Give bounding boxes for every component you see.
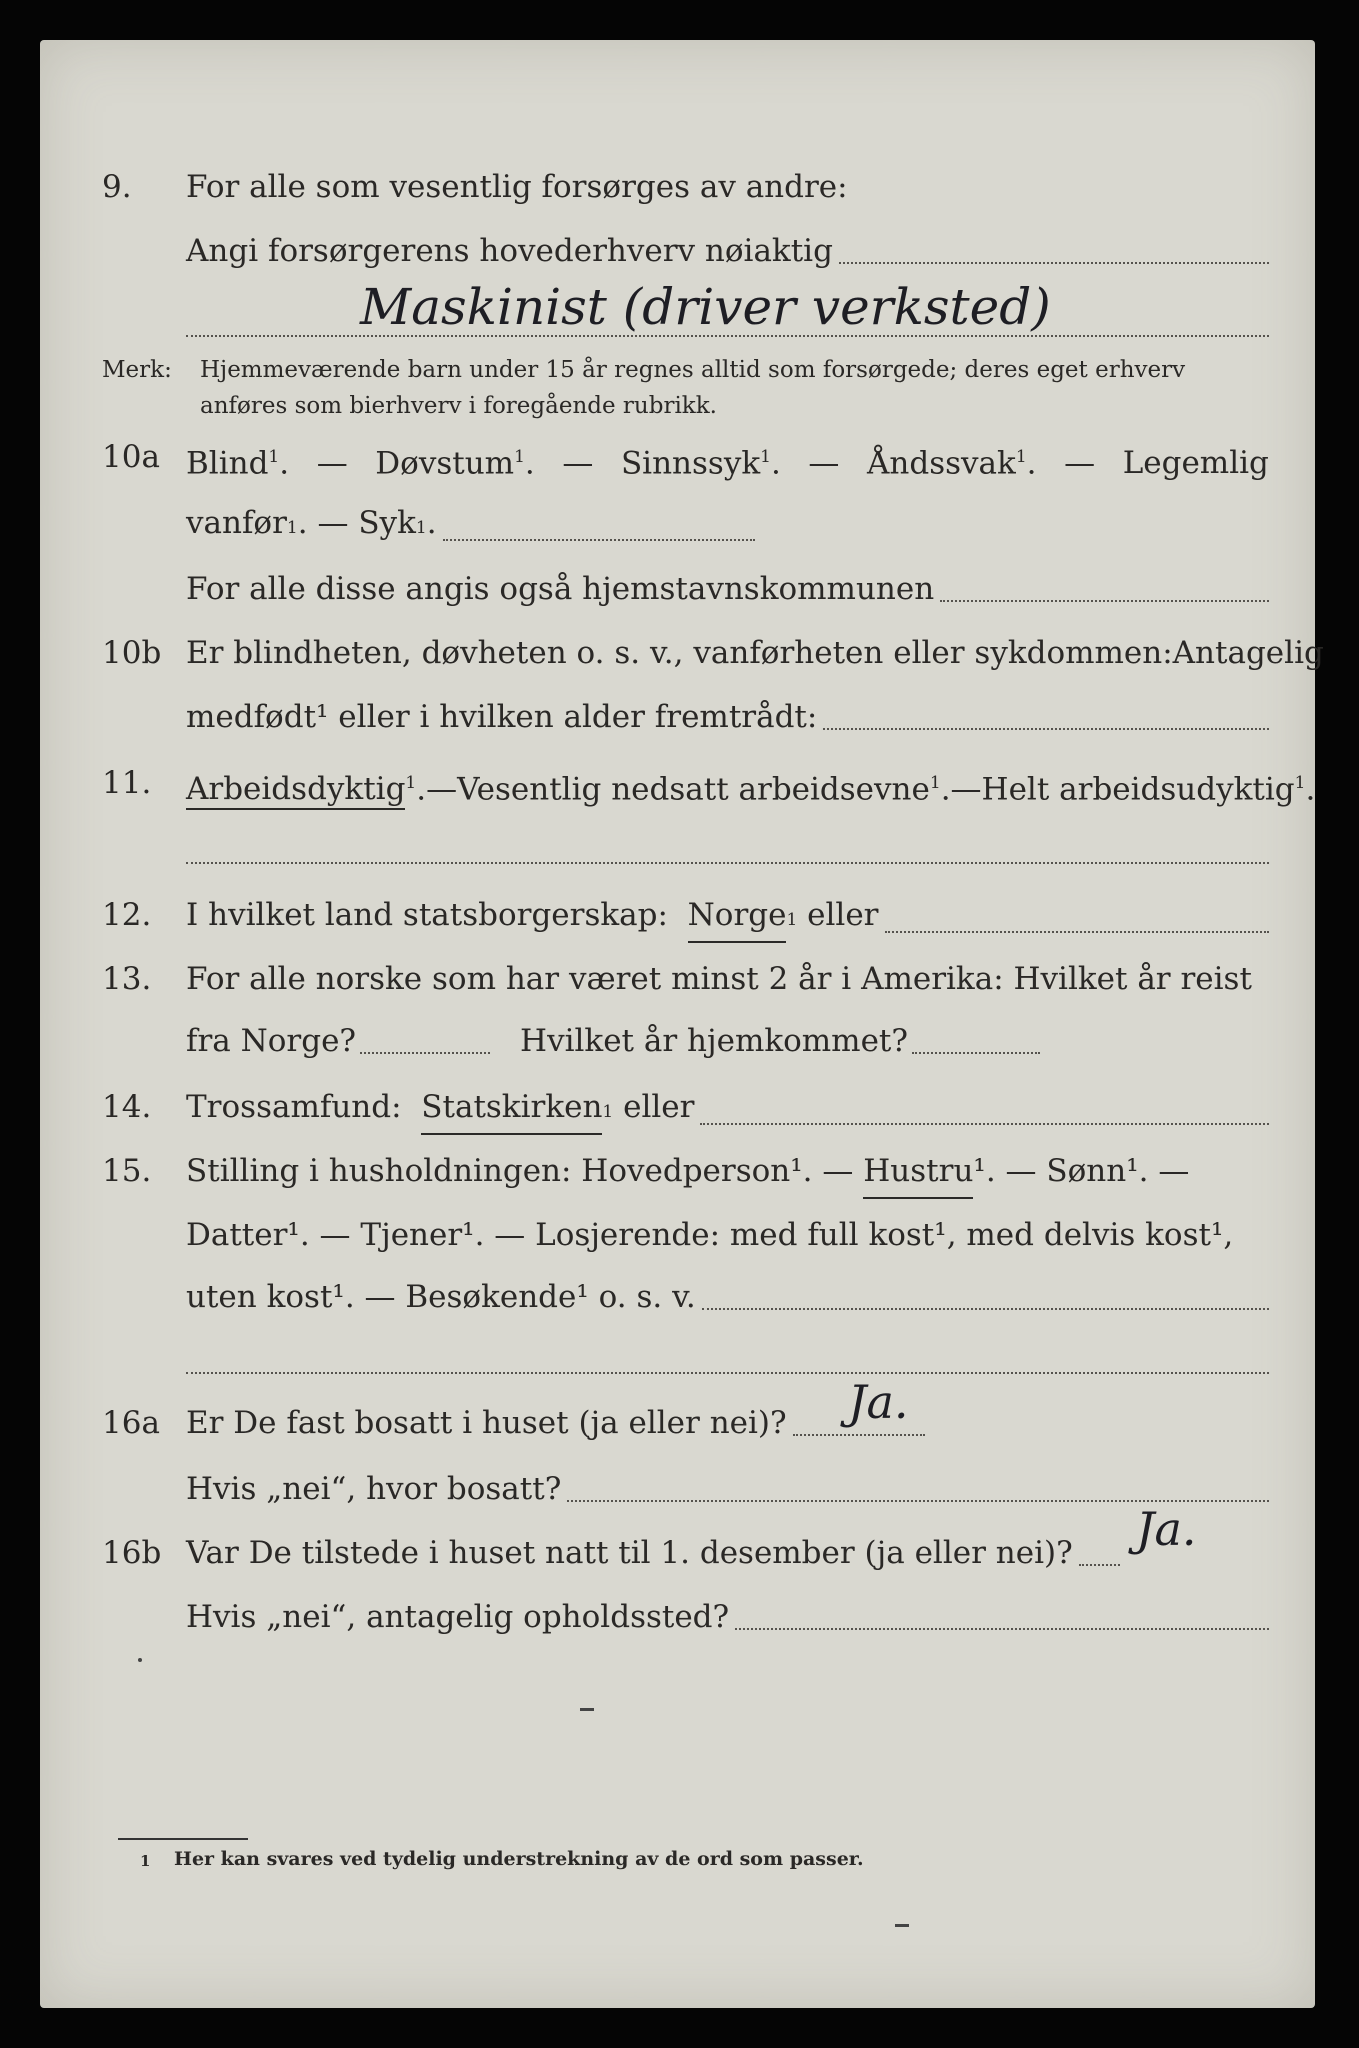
- q15-number: 15.: [102, 1153, 152, 1189]
- q10b-row-2: [40, 692, 1315, 742]
- q15-text-1: Stilling i husholdningen: Hovedperson¹. — Hustru ¹. — Sønn¹. —: [186, 1146, 1269, 1199]
- q15-row-1: [40, 1146, 1315, 1196]
- q10b-number: 10b: [102, 635, 162, 671]
- underlined-hustru: Hustru: [863, 1146, 973, 1199]
- merk-line-1: Hjemmeværende barn under 15 år regnes alltid som forsørgede; deres eget erhverv: [200, 357, 1186, 383]
- q10b-text-1: Er blindheten, døvheten o. s. v., vanførheten eller sykdommen: Antagelig: [186, 635, 1324, 671]
- q10b-text-2: medfødt¹ eller i hvilken alder fremtrådt:: [186, 692, 1269, 742]
- q13-text-2: fra Norge? Hvilket år hjemkommet?: [186, 1016, 1269, 1066]
- q10a-number: 10a: [102, 439, 160, 475]
- q13-row-2: [40, 1016, 1315, 1066]
- q12-text: I hvilket land statsborgerskap: Norge 1 eller: [186, 890, 1269, 945]
- q16b-number: 16b: [102, 1535, 162, 1571]
- q13-row-1: [40, 954, 1315, 1004]
- answer-line: [839, 262, 1269, 264]
- merk-label: Merk:: [102, 357, 172, 383]
- q16a-handwritten-answer: Ja.: [848, 1375, 909, 1429]
- q10a-text-2: vanfør 1 . — Syk 1 .: [186, 498, 755, 553]
- q16b-handwritten-answer: Ja.: [1136, 1502, 1197, 1556]
- q15-text-3: uten kost¹. — Besøkende¹ o. s. v.: [186, 1272, 1269, 1322]
- q13-text-1: For alle norske som har været minst 2 år i Amerika: Hvilket år reist: [186, 961, 1252, 997]
- merk-line-2: anføres som bierhverv i foregående rubrikk.: [200, 393, 717, 419]
- q11-text: Arbeidsdyktig$^1$. — Vesentlig nedsatt arbeidsevne$^1$. — Helt arbeidsudyktig$^1$.: [186, 758, 1269, 814]
- q16a-row-1: [40, 1398, 1315, 1448]
- q16a-number: 16a: [102, 1405, 160, 1441]
- q14-row: [40, 1082, 1315, 1132]
- census-form-page: [40, 40, 1324, 2008]
- q16a-row-2: [40, 1464, 1315, 1514]
- footnote-rule: [118, 1838, 248, 1840]
- q15-row-3: [40, 1272, 1315, 1322]
- q10a-row-1: [40, 432, 1315, 482]
- q14-text: Trossamfund: Statskirken 1 eller: [186, 1082, 1269, 1137]
- q10a-row-3: [40, 564, 1315, 614]
- q13-number: 13.: [102, 961, 152, 997]
- q15-row-2: [40, 1210, 1315, 1260]
- q12-number: 12.: [102, 897, 152, 933]
- q16a-text-2: Hvis „nei“, hvor bosatt?: [186, 1464, 1269, 1514]
- q9-text-1: For alle som vesentlig forsørges av andre:: [186, 169, 848, 205]
- q10a-text-3: For alle disse angis også hjemstavnskommunen: [186, 564, 1269, 614]
- underlined-norge: Norge: [688, 890, 787, 943]
- q11-number: 11.: [102, 765, 152, 801]
- underlined-arbeidsdyktig: Arbeidsdyktig: [186, 771, 405, 810]
- q9-row-2: [40, 226, 1315, 276]
- footnote-marker: 1: [140, 1852, 151, 1870]
- q9-handwritten-answer: Maskinist (driver verksted): [360, 278, 1051, 336]
- q16b-text-1: Var De tilstede i huset natt til 1. desember (ja eller nei)?: [186, 1528, 1120, 1578]
- q12-row: [40, 890, 1315, 940]
- underlined-statskirken: Statskirken: [421, 1082, 602, 1135]
- q10b-row-1: [40, 628, 1324, 678]
- stray-mark: [138, 1658, 142, 1662]
- q11-row: [40, 758, 1315, 808]
- merk-text: [200, 352, 1269, 424]
- q14-number: 14.: [102, 1089, 152, 1125]
- q15-extra-line: [186, 1372, 1269, 1374]
- footnote-text: Her kan svares ved tydelig understrekning av de ord som passer.: [174, 1848, 864, 1870]
- q16b-row-1: [40, 1528, 1315, 1578]
- q9-text-2: Angi forsørgerens hovederhverv nøiaktig: [186, 226, 1269, 276]
- q16b-text-2: Hvis „nei“, antagelig opholdssted?: [186, 1592, 1269, 1642]
- q10a-row-2: [40, 498, 1315, 548]
- q16a-text-1: Er De fast bosatt i huset (ja eller nei)?: [186, 1398, 925, 1448]
- q11-extra-line: [186, 862, 1269, 864]
- stray-mark: [895, 1924, 909, 1927]
- q15-text-2: Datter¹. — Tjener¹. — Losjerende: med full kost¹, med delvis kost¹,: [186, 1217, 1234, 1253]
- q9-row-1: [40, 162, 1315, 212]
- q9-number: 9.: [102, 169, 132, 205]
- stray-mark: [580, 1708, 594, 1711]
- q16b-row-2: [40, 1592, 1315, 1642]
- q10a-text-1: Blind$^1$. — Døvstum$^1$. — Sinnssyk$^1$. — Åndssvak$^1$. — Legemlig: [186, 445, 1269, 482]
